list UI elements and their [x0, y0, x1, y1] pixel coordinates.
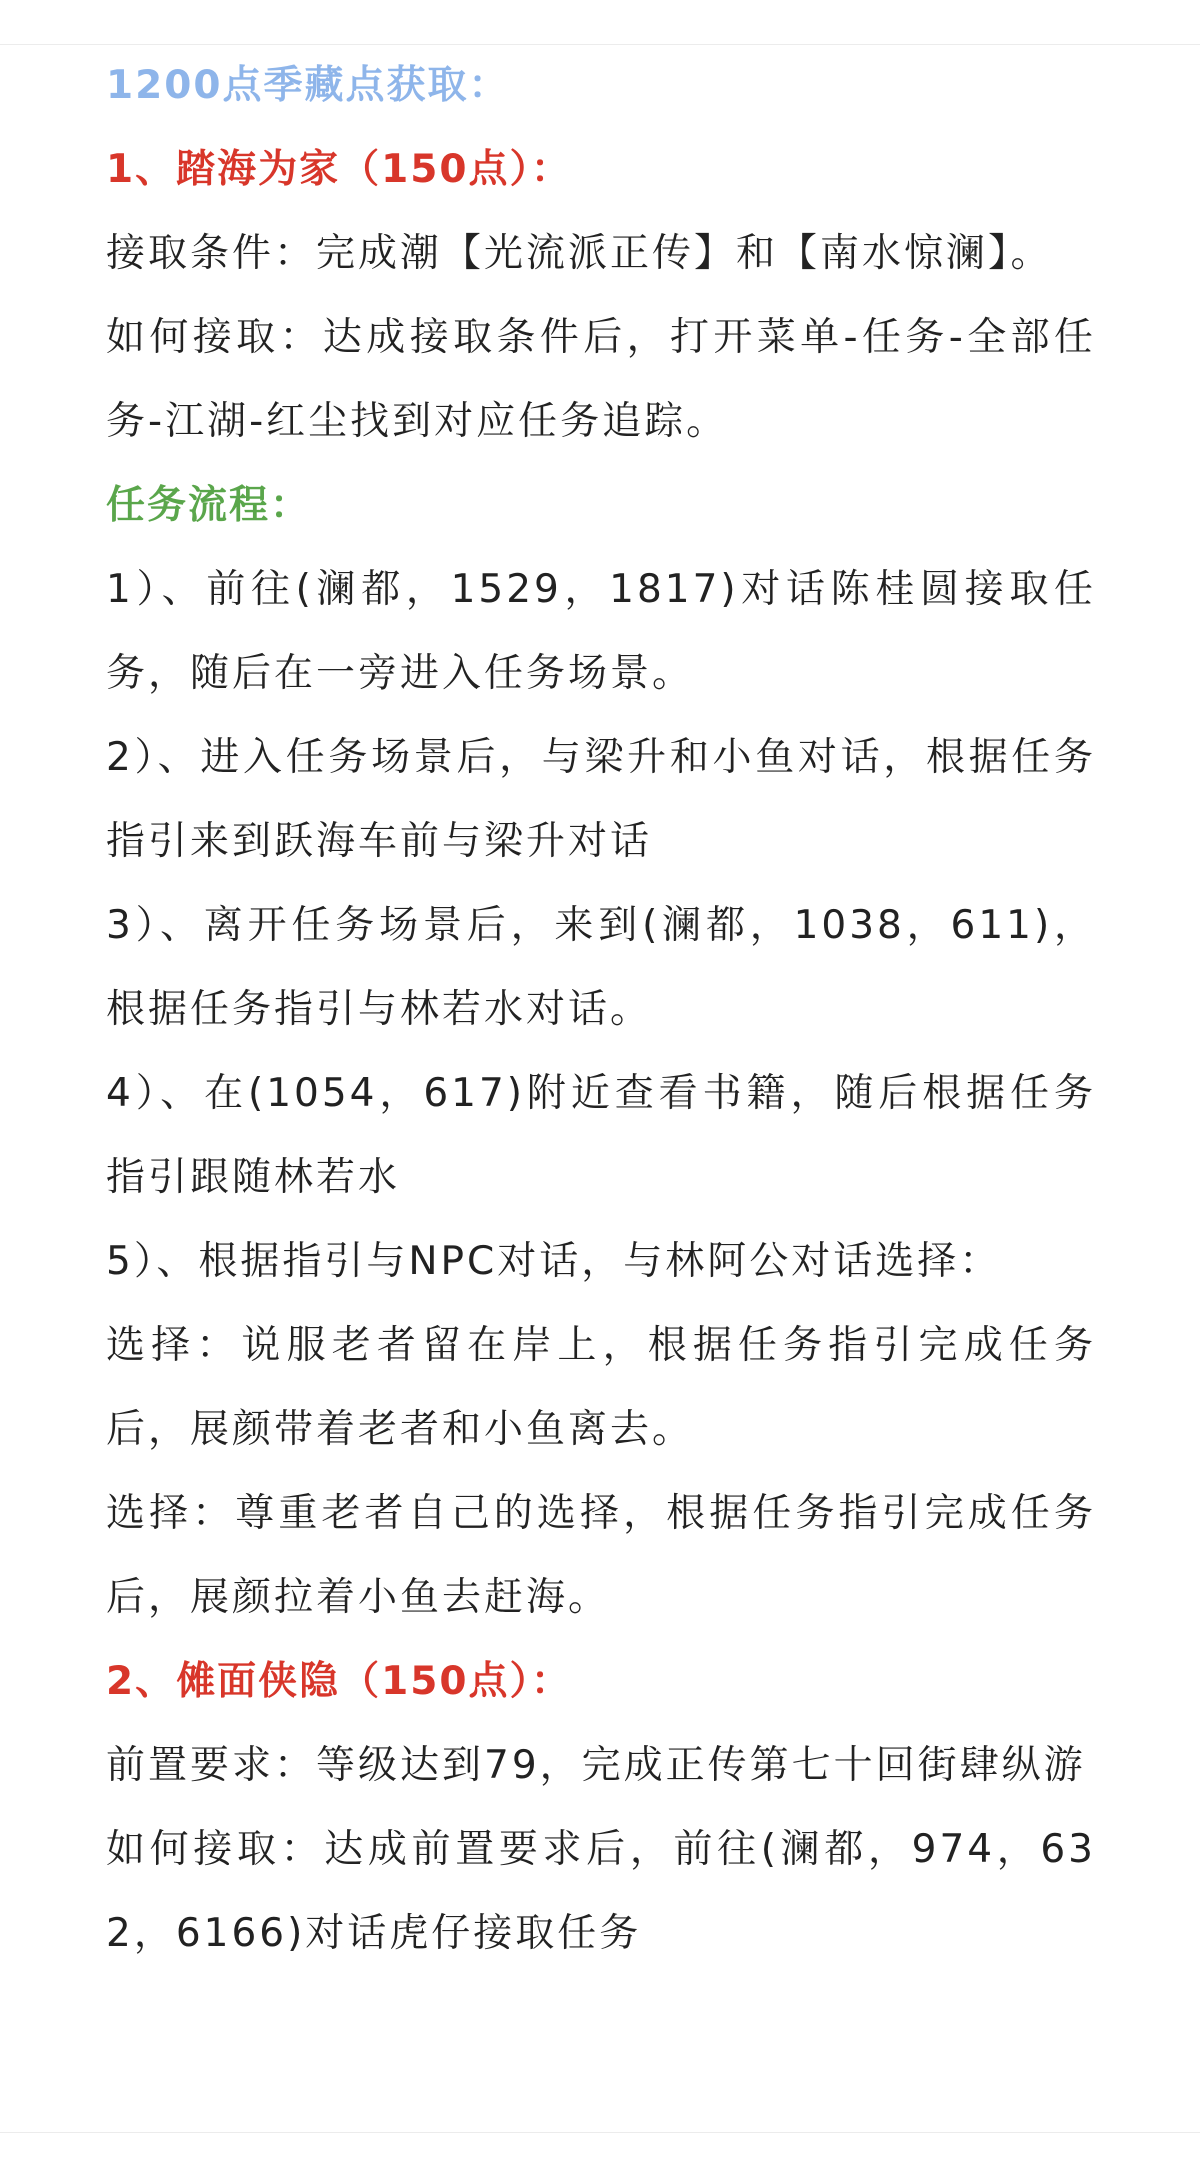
quest-1-step: 1）、前往(澜都，1529，1817)对话陈桂圆接取任务，随后在一旁进入任务场景。 — [106, 567, 1096, 696]
quest-2-heading: 2、傩面侠隐（150点）： — [106, 1659, 573, 1704]
quest-1-how-to-accept: 如何接取：达成接取条件后，打开菜单-任务-全部任务-江湖-红尘找到对应任务追踪。 — [106, 315, 1096, 444]
quest-1-heading: 1、踏海为家（150点）： — [106, 147, 573, 192]
article-body — [106, 44, 1096, 1976]
quest-2-requirement: 前置要求：等级达到79，完成正传第七十回街肆纵游 — [106, 1743, 1086, 1788]
quest-1-condition: 接取条件：完成潮【光流派正传】和【南水惊澜】。 — [106, 231, 1053, 276]
quest-1-step: 4）、在(1054，617)附近查看书籍，随后根据任务指引跟随林若水 — [106, 1071, 1096, 1200]
bottom-bar — [0, 2132, 1200, 2169]
quest-1-choice: 选择：尊重老者自己的选择，根据任务指引完成任务后，展颜拉着小鱼去赶海。 — [106, 1491, 1096, 1620]
quest-1-step: 3）、离开任务场景后，来到(澜都，1038，611)，根据任务指引与林若水对话。 — [106, 903, 1096, 1032]
quest-1-choice: 选择：说服老者留在岸上，根据任务指引完成任务后，展颜带着老者和小鱼离去。 — [106, 1323, 1096, 1452]
quest-2-how-to-accept: 如何接取：达成前置要求后，前往(澜都，974，632，6166)对话虎仔接取任务 — [106, 1827, 1096, 1956]
quest-1-flow-heading: 任务流程： — [106, 483, 312, 528]
page-title: 1200点季藏点获取： — [106, 63, 510, 108]
quest-1-step: 5）、根据指引与NPC对话，与林阿公对话选择： — [106, 1239, 1002, 1284]
top-bar — [0, 0, 1200, 45]
quest-1-step: 2）、进入任务场景后，与梁升和小鱼对话，根据任务指引来到跃海车前与梁升对话 — [106, 735, 1096, 864]
